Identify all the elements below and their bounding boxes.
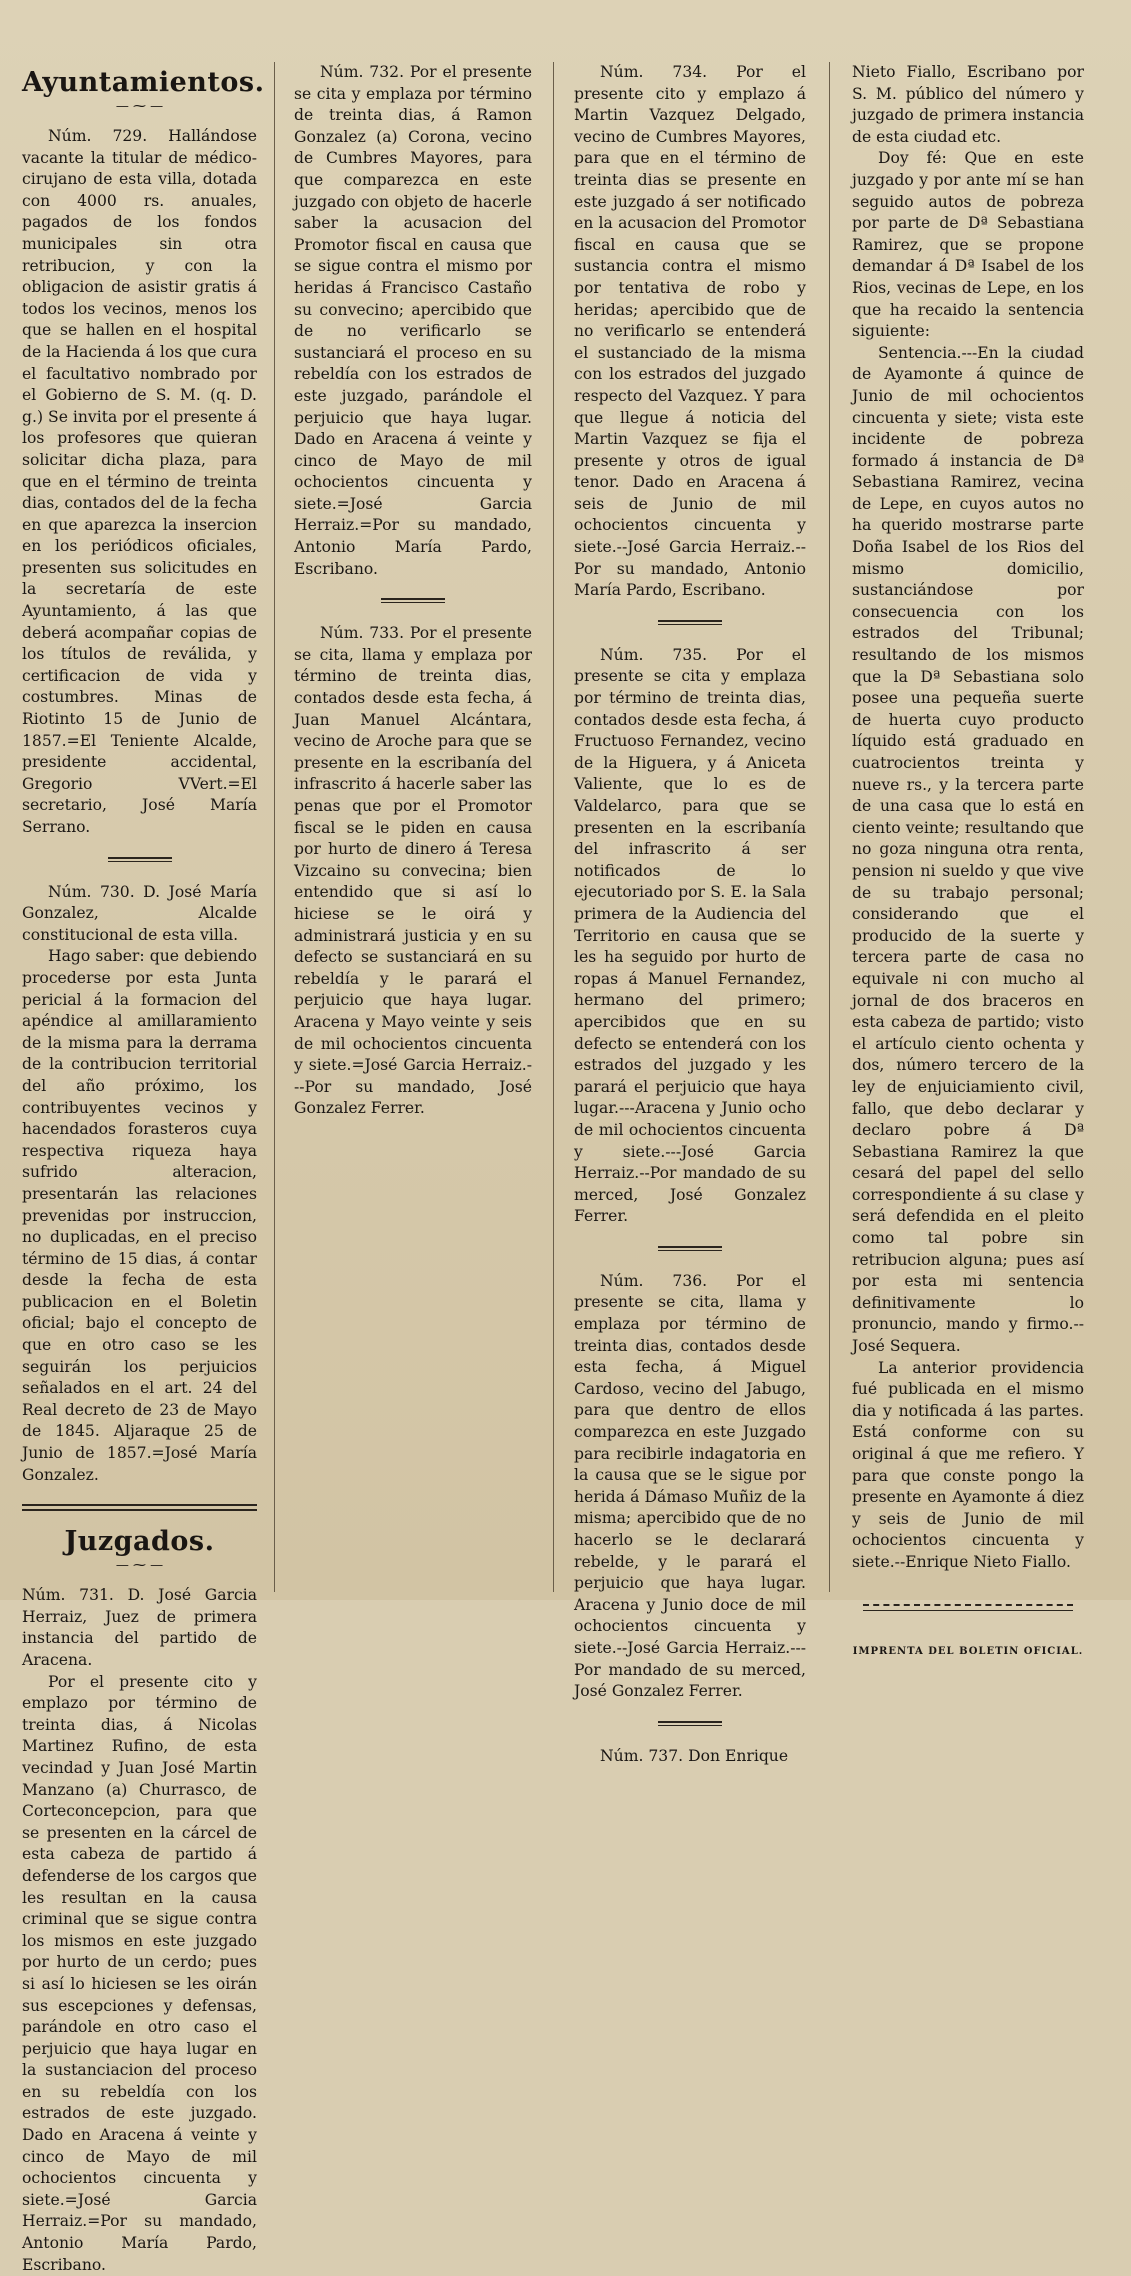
ornament: — ⁓ —	[115, 99, 164, 114]
notice-heading: Núm. 737. Don Enrique	[600, 1746, 789, 1765]
notice-text: Núm. 733. Por el presente se cita, llama y emplaza por término de treinta dias, contados desde esta fecha, á Juan Manuel Alcántara, vecino de Aroche para que se presente en la escribanía del infrascrito á hacerle saber las penas que por el Promotor fiscal se le piden en causa por hurto de dinero á Teresa Vizcaino su convecina; bien entendido que si así lo hiciese se le oirá y administrará justicia y en su defecto se sustanciará en su rebeldía y le parará el perjuicio que haya lugar. Aracena y Mayo veinte y seis de mil ochocientos cincuenta y siete.=José Garcia Herraiz.---Por su mandado, José Gonzalez Ferrer.	[294, 624, 532, 1118]
column-rule	[829, 62, 830, 1592]
notice-text: Núm. 735. Por el presente se cita y emplaza por término de treinta dias, contados desde esta fecha, á Fructuoso Fernandez, vecino de la Higuera, y á Aniceta Valiente, que lo es de Valdelarco, para que se presenten en la escribanía del infrascrito á ser notificados de lo ejecutoriado por S. E. la Sala primera de la Audiencia del Territorio en causa que se les ha seguido por hurto de ropas á Manuel Fernandez, hermano del primero; apercibidos que en su defecto se entenderá con los estrados del juzgado y les parará el perjuicio que haya lugar.---Aracena y Junio ocho de mil ochocientos cincuenta y siete.---José Garcia Herraiz.--Por mandado de su merced, José Gonzalez Ferrer.	[574, 645, 806, 1226]
separator	[658, 1246, 722, 1251]
column-4	[852, 62, 1084, 1657]
notice-text: Núm. 729. Hallándose vacante la titular de médico-cirujano de esta villa, dotada con 4000 rs. anuales, pagados de los fondos municipales sin otra retribucion, y con la obligacion de asistir gratis á todos los vecinos, menos los que se hallen en el hospital de la Hacienda á los que cura el facultativo nombrado por el Gobierno de S. M. (q. D. g.) Se invita por el presente á los profesores que quieran solicitar dicha plaza, para que en el término de treinta dias, contados del de la fecha en que aparezca la insercion en los periódicos oficiales, presenten sus solicitudes en la secretaría de este Ayuntamiento, á las que deberá acompañar copias de los títulos de reválida, y certificacion de vida y costumbres. Minas de Riotinto 15 de Junio de 1857.=El Teniente Alcalde, presidente accidental, Gregorio VVert.=El secretario, José María Serrano.	[22, 127, 257, 836]
section-separator	[22, 1504, 257, 1511]
printer-imprint: IMPRENTA DEL BOLETIN OFICIAL.	[852, 1645, 1084, 1657]
notice-text: Núm. 736. Por el presente se cita, llama y emplaza por término de treinta dias, contados desde esta fecha, á Miguel Cardoso, vecino del Jabugo, para que dentro de ellos comparezca en este Juzgado para recibirle indagatoria en la causa que se le sigue por herida á Dámaso Muñiz de la misma; apercibido que de no hacerlo se le declarará rebelde, y le parará el perjuicio que haya lugar. Aracena y Junio doce de mil ochocientos cincuenta y siete.--José Garcia Herraiz.---Por mandado de su merced, José Gonzalez Ferrer.	[574, 1271, 806, 1701]
separator	[108, 857, 172, 862]
column-rule	[553, 62, 554, 1592]
notice-text: Doy fé: Que en este juzgado y por ante mí se han seguido autos de pobreza por parte de Dª Sebastiana Ramirez, que se propone demandar á Dª Isabel de los Rios, vecinas de Lepe, en los que ha recaido la sentencia siguiente:	[852, 149, 1084, 341]
notice-text: Hago saber: que debiendo procederse por esta Junta pericial á la formacion del apéndice al amillaramiento de la misma para la derrama de la contribucion territorial del año próximo, los contribuyentes vecinos y hacendados forasteros cuya respectiva riqueza haya sufrido alteracion, presentarán las relaciones prevenidas por instruccion, no duplicadas, en el preciso término de 15 dias, á contar desde la fecha de esta publicacion en el Boletin oficial; bajo el concepto de que en otro caso se les seguirán los perjuicios señalados en el art. 24 del Real decreto de 23 de Mayo de 1845. Aljaraque 25 de Junio de 1857.=José María Gonzalez.	[22, 947, 257, 1484]
notice-737-head	[574, 1746, 806, 1768]
notice-735	[574, 645, 806, 1228]
notice-733	[294, 623, 532, 1120]
notice-text: Por el presente cito y emplazo por término de treinta dias, á Nicolas Martinez Rufino, de esta vecindad y Juan José Martin Manzano (a) Churrasco, de Corteconcepcion, para que se presenten en la cárcel de esta cabeza de partido á defenderse de los cargos que les resultan en la causa criminal que se sigue contra los mismos en este juzgado por hurto de un cerdo; pues si así lo hiciesen se les oirán sus escepciones y defensas, parándole en otro caso el perjuicio que haya lugar en la sustanciacion del proceso en su rebeldía con los estrados de este juzgado. Dado en Aracena á veinte y cinco de Mayo de mil ochocientos cincuenta y siete.=José Garcia Herraiz.=Por su mandado, Antonio María Pardo, Escribano.	[22, 1672, 257, 2274]
notice-text: Nieto Fiallo, Escribano por S. M. público del número y juzgado de primera instancia de esta ciudad etc.	[852, 63, 1084, 146]
notice-text: Sentencia.---En la ciudad de Ayamonte á quince de Junio de mil ochocientos cincuenta y siete; vista este incidente de pobreza formado á instancia de Dª Sebastiana Ramirez, vecina de Lepe, en cuyos autos no ha querido mostrarse parte Doña Isabel de los Rios del mismo domicilio, sustanciándose por consecuencia con los estrados del Tribunal; resultando de los mismos que la Dª Sebastiana solo posee una pequeña suerte de huerta cuyo producto líquido está graduado en cuatrocientos treinta y nueve rs., y la tercera parte de una casa que lo está en ciento veinte; resultando que no goza ninguna otra renta, pension ni sueldo y que vive de su trabajo personal; considerando que el producido de la suerte y tercera parte de casa no equivale ni con mucho al jornal de dos braceros en esta cabeza de partido; visto el artículo ciento ochenta y dos, número tercero de la ley de enjuiciamiento civil, fallo, que debo declarar y declaro pobre á Dª Sebastiana Ramirez la que cesará del papel del sello correspondiente á su clase y será defendida en el pleito como tal pobre sin retribucion alguna; pues así por esta mi sentencia definitivamente lo pronuncio, mando y firmo.--José Sequera.	[852, 343, 1084, 1356]
separator	[381, 598, 445, 603]
notice-737	[852, 62, 1084, 1574]
column-2	[294, 62, 532, 1600]
section-heading-juzgados: Juzgados.	[64, 1526, 215, 1558]
notice-734	[574, 62, 806, 602]
notice-text: Núm. 732. Por el presente se cita y emplaza por término de treinta dias, á Ramon Gonzalez (a) Corona, vecino de Cumbres Mayores, para que comparezca en este juzgado con objeto de hacerle saber la acusacion del Promotor fiscal en causa que se sigue contra el mismo por heridas á Francisco Castaño su convecino; apercibido que de no verificarlo se sustanciará el proceso en su rebeldía con los estrados de este juzgado, parándole el perjuicio que haya lugar. Dado en Aracena á veinte y cinco de Mayo de mil ochocientos cincuenta y siete.=José Garcia Herraiz.=Por su mandado, Antonio María Pardo, Escribano.	[294, 63, 532, 578]
section-heading-ayuntamientos: Ayuntamientos.	[22, 67, 265, 98]
column-rule	[274, 62, 275, 1592]
notice-731	[22, 1585, 257, 1671]
ornament: — ⁓ —	[115, 1558, 164, 1574]
notice-736	[574, 1271, 806, 1703]
notice-heading: Núm. 730. D. José María Gonzalez, Alcalde constitucional de esta villa.	[22, 882, 257, 944]
separator	[863, 1604, 1073, 1611]
notice-text: La anterior providencia fué publicada en el mismo dia y notificada á las partes. Está conforme con su original á que me refiero. Y para que conste pongo la presente en Ayamonte á diez y seis de Junio de mil ochocientos cincuenta y siete.--Enrique Nieto Fiallo.	[852, 1358, 1084, 1571]
notice-732	[294, 62, 532, 580]
column-3	[574, 62, 806, 1765]
separator	[658, 620, 722, 625]
notice-heading: Núm. 731. D. José Garcia Herraiz, Juez de primera instancia del partido de Aracena.	[22, 1586, 257, 1669]
column-1	[22, 62, 265, 2274]
notice-730	[22, 882, 257, 1487]
notice-text: Núm. 734. Por el presente cito y emplazo á Martin Vazquez Delgado, vecino de Cumbres Mayores, para que en el término de treinta dias se presente en este juzgado á ser notificado en la acusacion del Promotor fiscal en causa que se sustancia contra el mismo por tentativa de robo y heridas; apercibido que de no verificarlo se entenderá el sustanciado de la misma con los estrados del juzgado respecto del Vazquez. Y para que llegue á noticia del Martin Vazquez se fija el presente y otros de igual tenor. Dado en Aracena á seis de Junio de mil ochocientos cincuenta y siete.--José Garcia Herraiz.--Por su mandado, Antonio María Pardo, Escribano.	[574, 63, 806, 600]
notice-729	[22, 126, 257, 839]
separator	[658, 1721, 722, 1726]
notice-731-body	[22, 1672, 257, 2276]
